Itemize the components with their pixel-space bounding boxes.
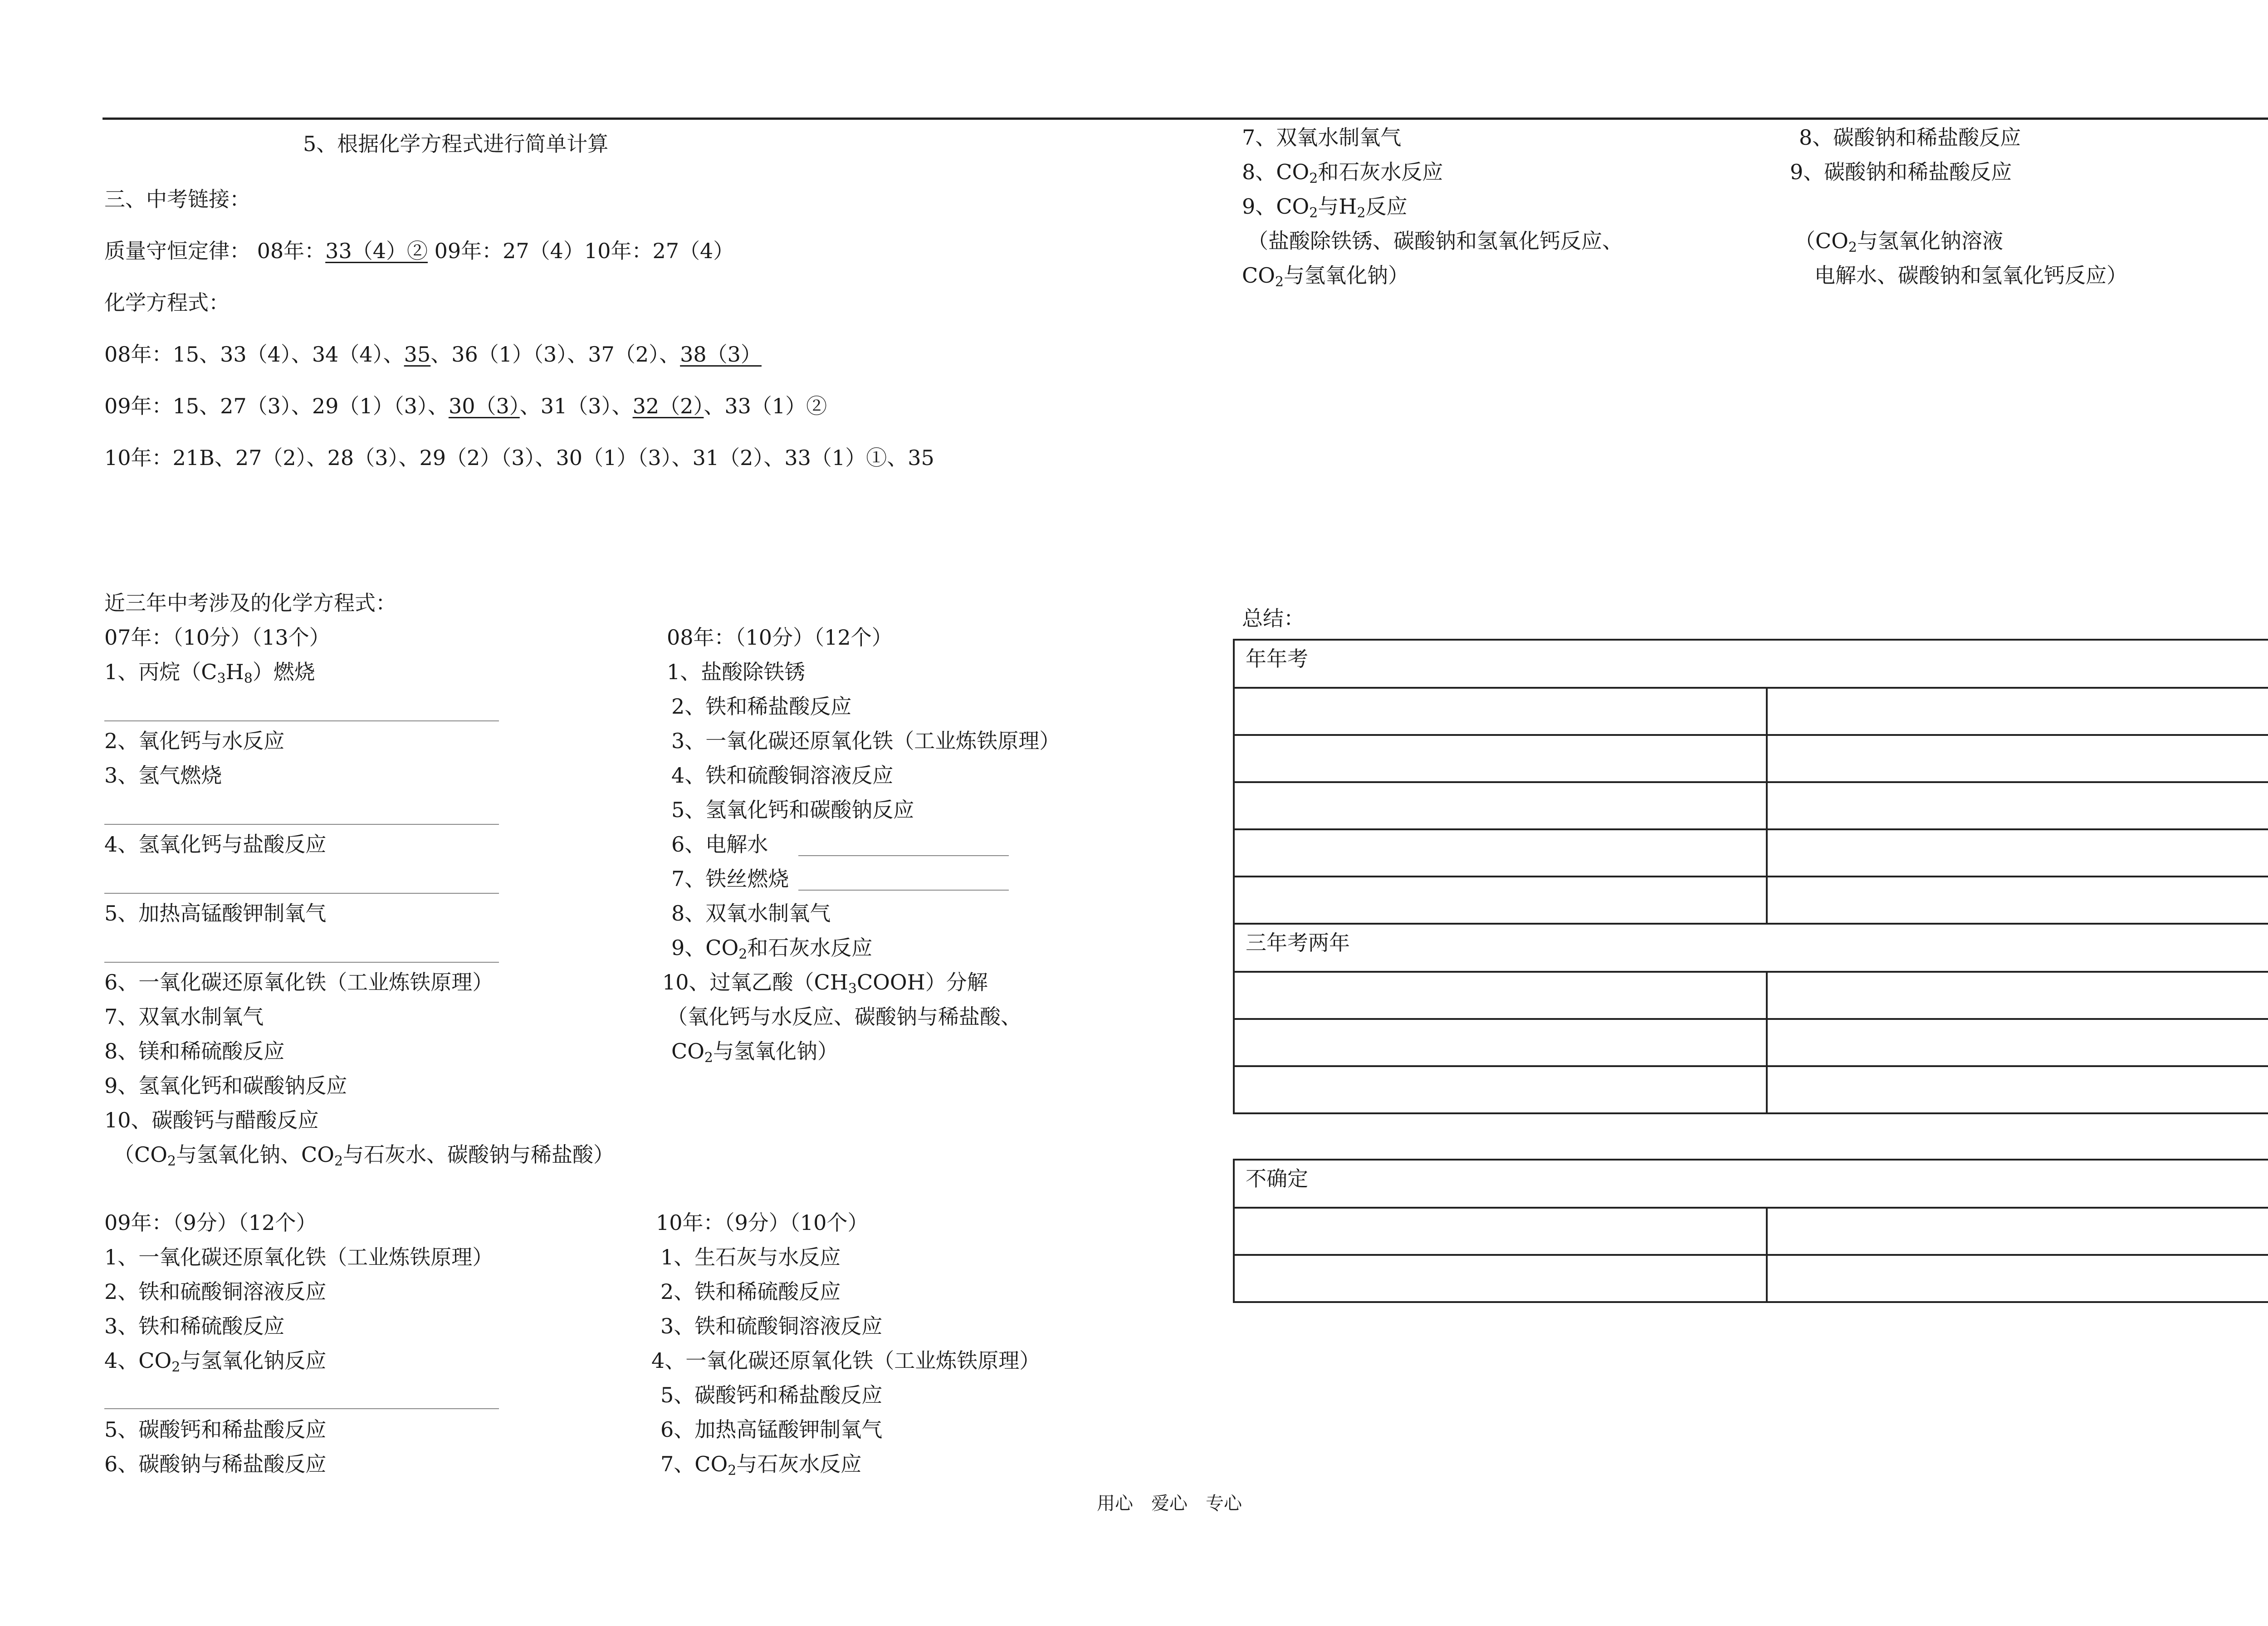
table-cell[interactable] xyxy=(1234,1066,1767,1113)
footer-motto: 用心 爱心 专心 xyxy=(1097,1493,1242,1514)
y07-item-1: 1、丙烷$(C_3H_8)$燃烧 xyxy=(104,660,315,686)
y10-header: 10年：（9分）（10个） xyxy=(656,1210,869,1235)
y10-item-6: 6、加热高锰酸钾制氧气 xyxy=(660,1417,883,1442)
y09-item-3: 3、铁和稀硫酸反应 xyxy=(104,1314,285,1338)
rt-col2-item-3: 电解水、碳酸钠和氢氧化钙反应） xyxy=(1814,263,2127,288)
year-08-equations xyxy=(104,340,762,368)
table-cell[interactable] xyxy=(1234,972,1767,1019)
y08-part-c: 、36（1）（3）、37（2）、 xyxy=(430,342,680,367)
y10-item-5: 5、碳酸钙和稀盐酸反应 xyxy=(660,1383,883,1407)
y09-item-6: 6、碳酸钠与稀盐酸反应 xyxy=(104,1452,327,1476)
y08-header: 08年：（10分）（12个） xyxy=(667,625,893,650)
table-head-two-of-three: 三年考两年 xyxy=(1234,924,2268,972)
y08-part-a: 08年：15、33（4）、34（4）、 xyxy=(104,342,404,367)
answer-blank[interactable] xyxy=(104,893,499,894)
y08-note-1: （氧化钙与水反应、碳酸钠与稀盐酸、 xyxy=(667,1004,1022,1029)
y08-part-d: 38（3） xyxy=(680,342,762,367)
y07-item-3: 3、氢气燃烧 xyxy=(104,763,222,788)
y07-item-10: 10、碳酸钙与醋酸反应 xyxy=(104,1108,319,1132)
y09-item-1: 1、一氧化碳还原氧化铁（工业炼铁原理） xyxy=(104,1245,494,1269)
y08-item-4: 4、铁和硫酸铜溶液反应 xyxy=(671,763,894,788)
y08-note-2: $CO_2$与氢氧化钠） xyxy=(671,1039,839,1066)
table-cell[interactable] xyxy=(1234,1255,1767,1302)
y07-header: 07年：（10分）（13个） xyxy=(104,625,330,650)
year-09-equations xyxy=(104,392,827,420)
table-cell[interactable] xyxy=(1767,1255,2268,1302)
y10-item-1: 1、生石灰与水反应 xyxy=(660,1245,841,1269)
answer-blank[interactable] xyxy=(104,1408,499,1409)
table-cell[interactable] xyxy=(1234,1208,1767,1255)
year-10-equations: 10年：21B、27（2）、28（3）、29（2）（3）、30（1）（3）、31（2）、33（1）①、35 xyxy=(104,446,934,470)
y09-part-d: 32（2） xyxy=(632,394,704,418)
y09-item-5: 5、碳酸钙和稀盐酸反应 xyxy=(104,1417,327,1442)
table-head-uncertain: 不确定 xyxy=(1234,1160,2268,1208)
summary-table-uncertain xyxy=(1233,1159,2268,1303)
y08-item-5: 5、氢氧化钙和碳酸钠反应 xyxy=(671,798,914,822)
y07-note: （$CO_2$与氢氧化钠、$CO_2$与石灰水、碳酸钠与稀盐酸） xyxy=(113,1142,615,1169)
answer-blank[interactable] xyxy=(798,855,1009,856)
table-cell[interactable] xyxy=(1767,829,2268,877)
answer-blank[interactable] xyxy=(104,824,499,825)
y08-item-2: 2、铁和稀盐酸反应 xyxy=(671,694,852,719)
y07-item-2: 2、氧化钙与水反应 xyxy=(104,729,285,753)
y09-item-2: 2、铁和硫酸铜溶液反应 xyxy=(104,1279,327,1304)
mass-law-label: 质量守恒定律： xyxy=(104,239,250,263)
y10-item-2: 2、铁和稀硫酸反应 xyxy=(660,1279,841,1304)
y07-item-8: 8、镁和稀硫酸反应 xyxy=(104,1039,285,1063)
y09-part-c: 、31（3）、 xyxy=(519,394,633,418)
y08-item-10: 10、过氧乙酸$(CH_3COOH)$分解 xyxy=(662,970,988,997)
table-cell[interactable] xyxy=(1767,782,2268,829)
table-cell[interactable] xyxy=(1234,829,1767,877)
table-head-frequent: 年年考 xyxy=(1234,640,2268,688)
summary-title: 总结： xyxy=(1242,606,1305,631)
y09-part-b: 30（3） xyxy=(448,394,520,418)
section-3-heading: 三、中考链接： xyxy=(104,187,250,211)
item-5: 5、根据化学方程式进行简单计算 xyxy=(303,132,609,156)
rt-col2-item-2: （$CO_2$与氢氧化钠溶液 xyxy=(1794,229,2004,255)
table-cell[interactable] xyxy=(1767,877,2268,924)
rt-col1-item-0: 7、双氧水制氧气 xyxy=(1242,125,1402,150)
recent-title: 近三年中考涉及的化学方程式： xyxy=(104,591,396,615)
table-cell[interactable] xyxy=(1234,782,1767,829)
y07-item-5: 5、加热高锰酸钾制氧气 xyxy=(104,901,327,926)
rt-col2-item-0: 8、碳酸钠和稀盐酸反应 xyxy=(1799,125,2021,150)
y09-header: 09年：（9分）（12个） xyxy=(104,1210,317,1235)
y08-item-8: 8、双氧水制氧气 xyxy=(671,901,831,926)
table-cell[interactable] xyxy=(1767,688,2268,735)
answer-blank[interactable] xyxy=(104,720,499,721)
y08-item-7: 7、铁丝燃烧 xyxy=(671,867,789,891)
y09-part-e: 、33（1）② xyxy=(704,394,827,418)
table-cell[interactable] xyxy=(1767,1019,2268,1066)
y08-item-9: 9、$CO_2$和石灰水反应 xyxy=(671,935,873,962)
rt-col1-item-2: 9、$CO_2$与$H_2$反应 xyxy=(1242,194,1408,221)
y09-part-a: 09年：15、27（3）、29（1）（3）、 xyxy=(104,394,449,418)
y10-item-4: 4、一氧化碳还原氧化铁（工业炼铁原理） xyxy=(651,1348,1041,1373)
rt-col1-item-1: 8、$CO_2$和石灰水反应 xyxy=(1242,160,1443,186)
y10-item-7: 7、$CO_2$与石灰水反应 xyxy=(660,1452,862,1479)
table-cell[interactable] xyxy=(1767,735,2268,782)
y08-item-6: 6、电解水 xyxy=(671,832,768,857)
table-cell[interactable] xyxy=(1767,1066,2268,1113)
table-cell[interactable] xyxy=(1767,1208,2268,1255)
answer-blank[interactable] xyxy=(798,890,1009,891)
rt-col1-item-3: （盐酸除铁锈、碳酸钠和氢氧化钙反应、 xyxy=(1247,229,1623,253)
mass-law-08b: 33（4）② xyxy=(325,239,428,263)
mass-law-rest: 09年：27（4）10年：27（4） xyxy=(434,239,734,263)
summary-table-frequent xyxy=(1233,639,2268,1114)
y10-item-3: 3、铁和硫酸铜溶液反应 xyxy=(660,1314,883,1338)
equation-label: 化学方程式： xyxy=(104,290,230,315)
table-cell[interactable] xyxy=(1767,972,2268,1019)
table-cell[interactable] xyxy=(1234,1019,1767,1066)
answer-blank[interactable] xyxy=(104,962,499,963)
y08-part-b: 35 xyxy=(404,342,431,367)
y07-item-9: 9、氢氧化钙和碳酸钠反应 xyxy=(104,1073,347,1098)
table-cell[interactable] xyxy=(1234,735,1767,782)
y07-item-6: 6、一氧化碳还原氧化铁（工业炼铁原理） xyxy=(104,970,494,994)
rt-col1-item-4: $CO_2$与氢氧化钠） xyxy=(1242,263,1409,290)
y07-item-7: 7、双氧水制氧气 xyxy=(104,1004,264,1029)
table-cell[interactable] xyxy=(1234,688,1767,735)
rt-col2-item-1: 9、碳酸钠和稀盐酸反应 xyxy=(1790,160,2012,184)
y09-item-4: 4、$CO_2$与氢氧化钠反应 xyxy=(104,1348,327,1375)
mass-law-08a: 08年： xyxy=(257,239,326,263)
y07-item-4: 4、氢氧化钙与盐酸反应 xyxy=(104,832,327,857)
mass-law-line xyxy=(104,237,734,265)
table-cell[interactable] xyxy=(1234,877,1767,924)
y08-item-1: 1、盐酸除铁锈 xyxy=(667,660,806,684)
header-rule xyxy=(103,118,2268,120)
y08-item-3: 3、一氧化碳还原氧化铁（工业炼铁原理） xyxy=(671,729,1061,753)
